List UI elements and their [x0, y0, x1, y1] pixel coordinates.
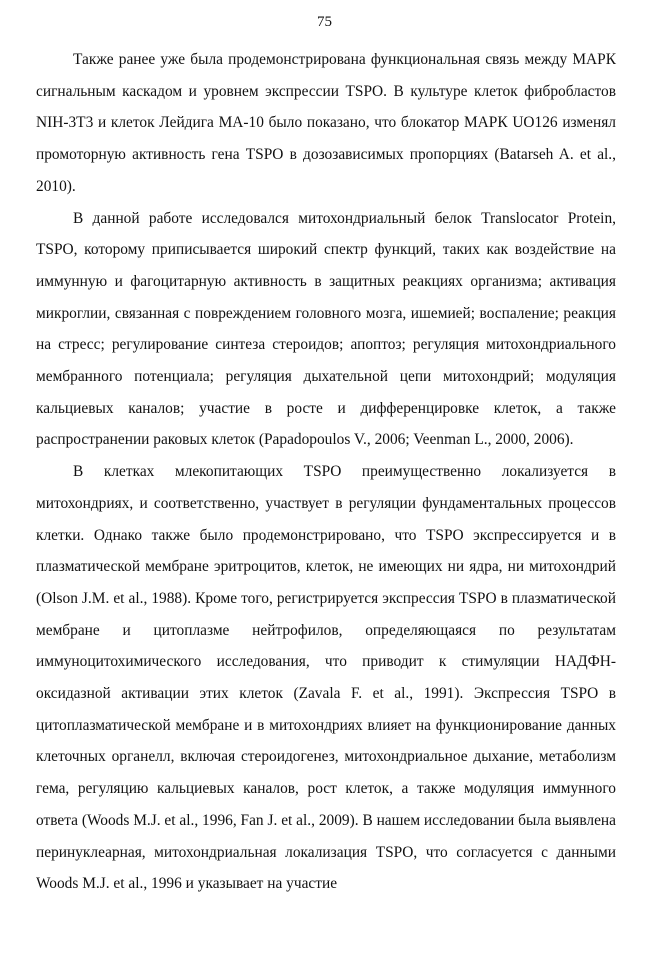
page-number: 75	[317, 14, 332, 30]
document-body	[36, 44, 616, 900]
paragraph-mapk-tspo: Также ранее уже была продемонстрирована функциональная связь между МАРК сигнальным каскадом и уровнем экспрессии TSPO. В культуре клеток фибробластов NIH-3T3 и клеток Лейдига MA-10 было показано, что блокатор МАРК UO126 изменял промоторную активность гена TSPO в дозозависимых пропорциях (Batarseh A. et al., 2010).	[36, 51, 616, 195]
paragraph-tspo-localization: В клетках млекопитающих TSPO преимущественно локализуется в митохондриях, и соответственно, участвует в регуляции фундаментальных процессов клетки. Однако также было продемонстрировано, что TSPO экспрессируется и в плазматической мембране эритроцитов, клеток, не имеющих ни ядра, ни митохондрий (Olson J.M. et al., 1988). Кроме того, регистрируется экспрессия TSPO в плазматической мембране и цитоплазме нейтрофилов, определяющаяся по результатам иммуноцитохимического исследования, что приводит к стимуляции НАДФН-оксидазной активации этих клеток (Zavala F. et al., 1991). Экспрессия TSPO в цитоплазматической мембране и в митохондриях влияет на функционирование данных клеточных органелл, включая стероидогенез, митохондриальное дыхание, метаболизм гема, регуляцию кальциевых каналов, рост клеток, а также модуляция иммунного ответа (Woods M.J. et al., 1996, Fan J. et al., 2009). В нашем исследовании была выявлена перинуклеарная, митохондриальная локализация TSPO, что согласуется с данными Woods M.J. et al., 1996 и указывает на участие	[36, 463, 616, 893]
paragraph-tspo-functions: В данной работе исследовался митохондриальный белок Translocator Protein, TSPO, которому приписывается широкий спектр функций, таких как воздействие на иммунную и фагоцитарную активность в защитных реакциях организма; активация микроглии, связанная с повреждением головного мозга, ишемией; воспаление; реакция на стресс; регулирование синтеза стероидов; апоптоз; регуляция митохондриального мембранного потенциала; регуляция дыхательной цепи митохондрий; модуляция кальциевых каналов; участие в росте и дифференцировке клеток, а также распространении раковых клеток (Papadopoulos V., 2006; Veenman L., 2000, 2006).	[36, 209, 616, 449]
